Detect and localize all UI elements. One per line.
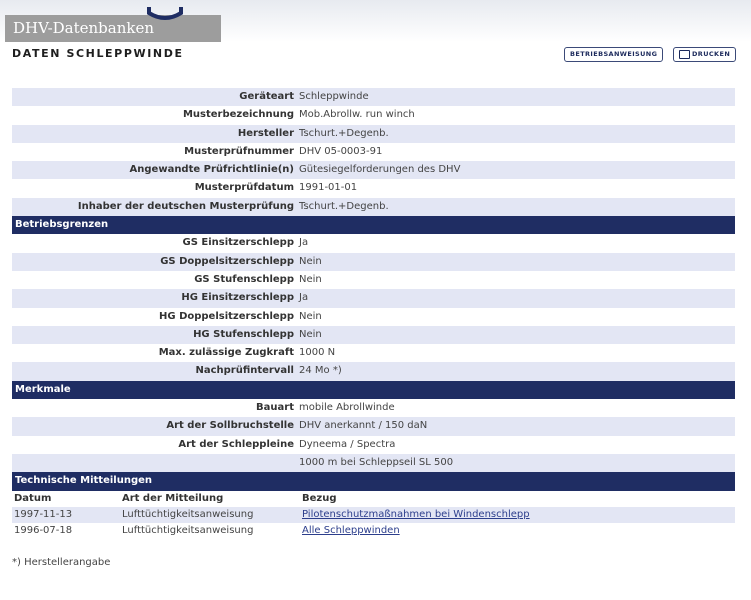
detail-value: Tschurt.+Degenb. — [299, 127, 389, 139]
tech-table-header — [12, 491, 735, 507]
detail-row — [12, 436, 735, 454]
detail-label: Musterbezeichnung — [182, 109, 294, 121]
detail-value: 1991-01-01 — [299, 182, 358, 194]
detail-label: Geräteart — [239, 91, 294, 102]
table-row — [12, 507, 735, 524]
limits-list — [12, 234, 735, 380]
detail-label: GS Doppelsitzerschlepp — [160, 255, 294, 267]
detail-row — [12, 88, 735, 106]
print-button[interactable] — [673, 47, 736, 62]
operating-manual-label: BETRIEBSANWEISUNG — [570, 50, 658, 58]
detail-row — [12, 399, 735, 417]
detail-value: Nein — [299, 310, 322, 322]
detail-label — [12, 454, 298, 472]
brand-bar — [5, 15, 221, 42]
detail-value: DHV anerkannt / 150 daN — [299, 420, 428, 432]
detail-label: Bauart — [256, 402, 294, 414]
col-header-date: Datum — [14, 492, 52, 504]
print-label: DRUCKEN — [692, 50, 731, 58]
detail-label: Angewandte Prüfrichtlinie(n) — [129, 164, 294, 176]
detail-value: Tschurt.+Degenb. — [299, 200, 389, 212]
details-list — [12, 88, 735, 216]
operating-manual-button[interactable] — [564, 47, 663, 62]
tech-ref-link[interactable]: Alle Schleppwinden — [302, 525, 400, 537]
page-title: DATEN SCHLEPPWINDE — [12, 47, 184, 60]
col-header-ref: Bezug — [302, 492, 337, 504]
detail-label: Hersteller — [237, 127, 294, 139]
detail-value: Ja — [299, 292, 309, 304]
dhv-logo-icon — [145, 7, 185, 27]
data-sheet — [12, 88, 735, 540]
detail-row — [12, 289, 735, 307]
detail-label: Musterprüfdatum — [194, 182, 294, 194]
tech-date: 1996-07-18 — [14, 525, 73, 537]
features-list — [12, 399, 735, 472]
detail-row — [12, 253, 735, 271]
detail-row — [12, 198, 735, 216]
col-header-type: Art der Mitteilung — [122, 492, 224, 504]
detail-value: Nein — [299, 328, 322, 340]
detail-value: DHV 05-0003-91 — [299, 145, 383, 157]
detail-row — [12, 161, 735, 179]
tech-date: 1997-11-13 — [14, 508, 73, 520]
detail-value: Dyneema / Spectra — [299, 438, 396, 450]
detail-row — [12, 344, 735, 362]
detail-value: 24 Mo *) — [299, 365, 342, 377]
detail-value: Mob.Abrollw. run winch — [299, 109, 415, 121]
detail-label: HG Stufenschlepp — [193, 328, 294, 340]
detail-label: Art der Schleppleine — [178, 438, 294, 450]
detail-label: Art der Sollbruchstelle — [166, 420, 294, 432]
detail-row — [12, 106, 735, 124]
detail-row — [12, 308, 735, 326]
detail-label: GS Einsitzerschlepp — [182, 237, 294, 249]
detail-row — [12, 454, 735, 472]
detail-row — [12, 326, 735, 344]
section-header-limits: Betriebsgrenzen — [12, 216, 735, 234]
detail-value: mobile Abrollwinde — [299, 402, 395, 414]
tech-type: Lufttüchtigkeitsanweisung — [122, 508, 254, 520]
section-header-tech: Technische Mitteilungen — [12, 472, 735, 490]
section-header-features: Merkmale — [12, 381, 735, 399]
detail-value: Schleppwinde — [299, 91, 369, 102]
detail-value: Nein — [299, 273, 322, 285]
tech-type: Lufttüchtigkeitsanweisung — [122, 525, 254, 537]
footnote: *) Herstellerangabe — [12, 557, 111, 568]
detail-label: GS Stufenschlepp — [194, 273, 294, 285]
detail-value: Gütesiegelforderungen des DHV — [299, 164, 461, 176]
detail-label: Inhaber der deutschen Musterprüfung — [77, 200, 294, 212]
detail-row — [12, 234, 735, 252]
detail-row — [12, 125, 735, 143]
table-row — [12, 523, 735, 540]
tech-ref-link[interactable]: Pilotenschutzmaßnahmen bei Windenschlepp — [302, 508, 530, 520]
detail-value: Nein — [299, 255, 322, 267]
detail-row — [12, 143, 735, 161]
detail-label: Max. zulässige Zugkraft — [158, 347, 294, 359]
brand-name: DHV-Datenbanken — [13, 19, 154, 37]
detail-label: Nachprüfintervall — [195, 365, 294, 377]
detail-label: HG Einsitzerschlepp — [181, 292, 294, 304]
detail-value: 1000 N — [299, 347, 336, 359]
detail-value: Ja — [299, 237, 309, 249]
tech-table — [12, 491, 735, 540]
detail-value: 1000 m bei Schleppseil SL 500 — [299, 456, 454, 468]
detail-row — [12, 271, 735, 289]
detail-label: HG Doppelsitzerschlepp — [159, 310, 294, 322]
detail-label: Musterprüfnummer — [184, 145, 294, 157]
detail-row — [12, 417, 735, 435]
detail-row — [12, 179, 735, 197]
printer-icon — [679, 50, 690, 59]
detail-row — [12, 362, 735, 380]
